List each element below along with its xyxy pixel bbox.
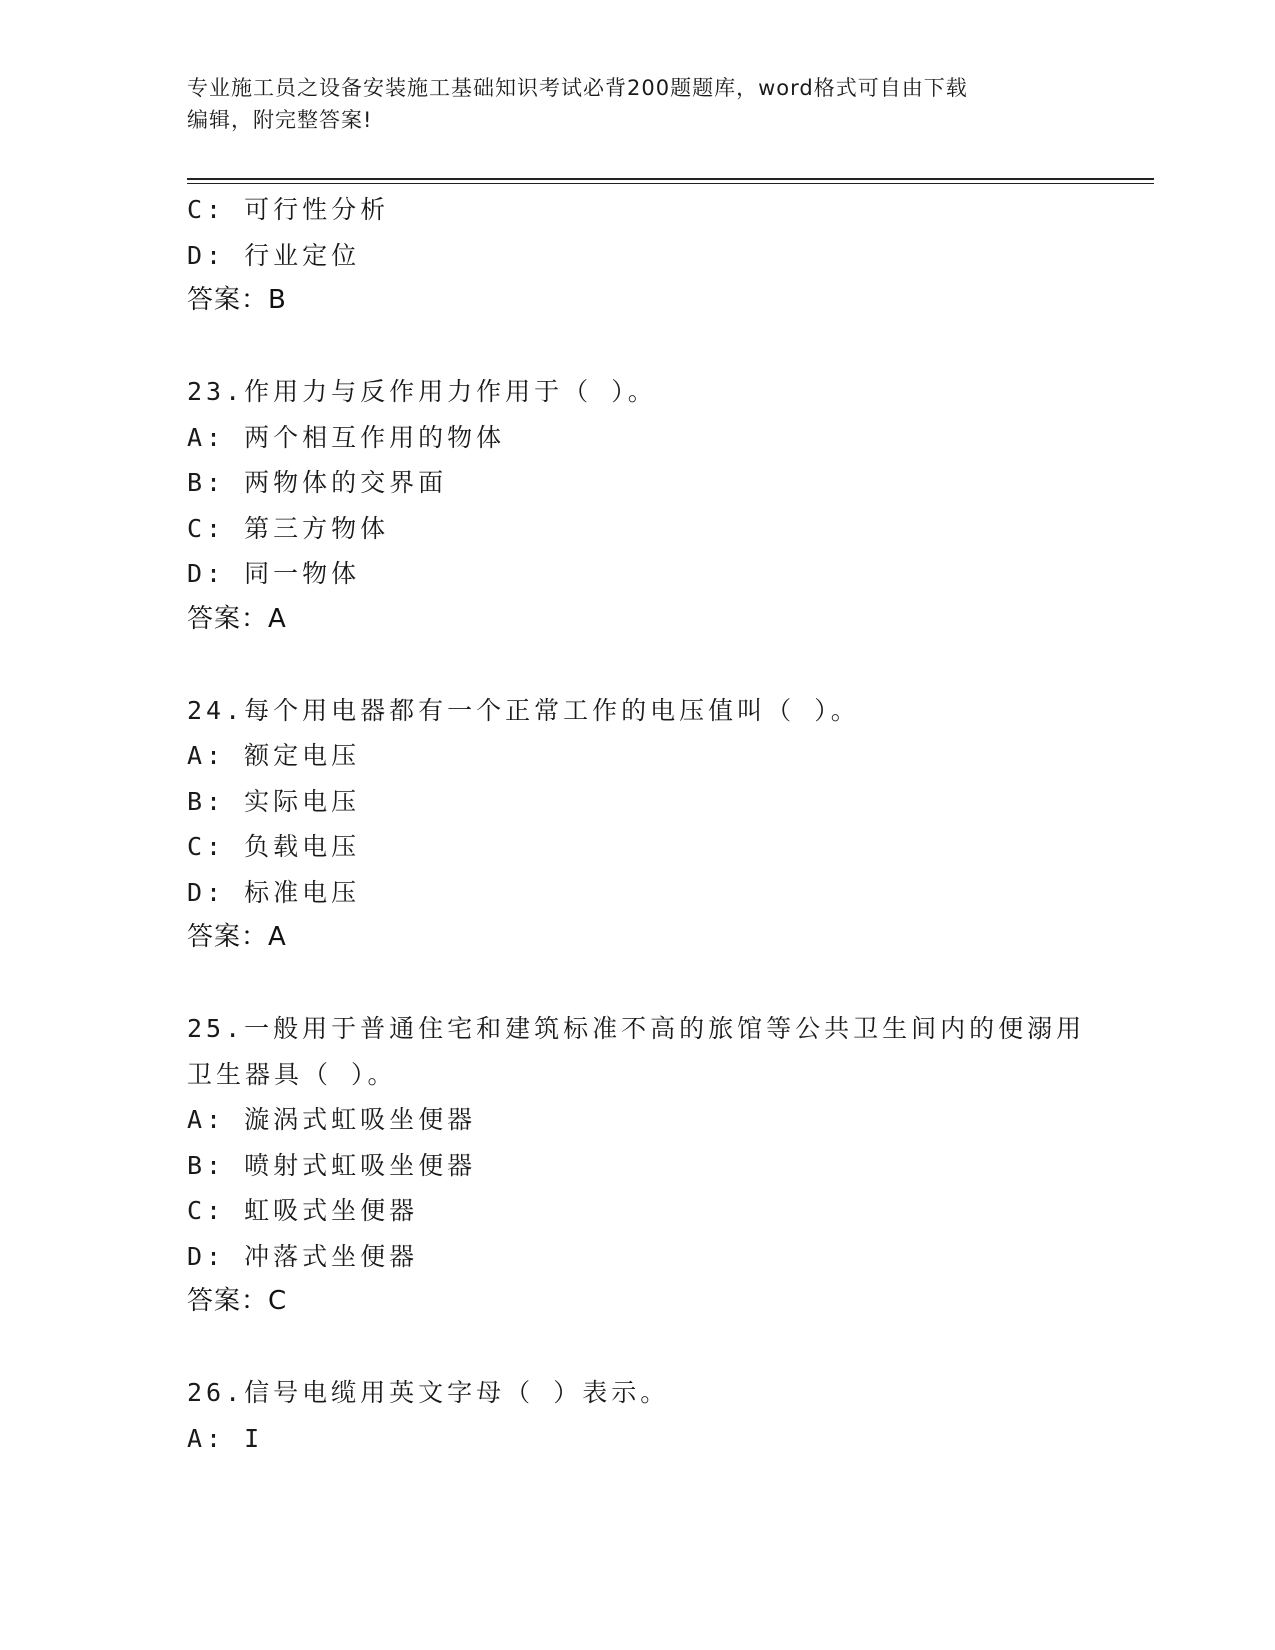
answer-line: 答案：A xyxy=(187,922,287,952)
option-c: C: 第三方物体 xyxy=(187,513,390,543)
spacer xyxy=(187,324,1087,370)
option-b: B: 两物体的交界面 xyxy=(187,468,448,497)
question-block-22-tail xyxy=(187,187,1087,324)
option-d: D: 同一物体 xyxy=(187,559,361,588)
option-d: D: 行业定位 xyxy=(187,240,361,270)
header-title-line-2: 编辑，附完整答案! xyxy=(187,108,373,132)
question-block-23 xyxy=(187,369,1087,642)
header-divider-thick xyxy=(187,178,1154,180)
option-a: A: 漩涡式虹吸坐便器 xyxy=(187,1105,477,1134)
option-c: C: 可行性分析 xyxy=(187,195,390,224)
option-c: C: 虹吸式坐便器 xyxy=(187,1196,419,1225)
spacer xyxy=(187,961,1087,1007)
option-d: D: 标准电压 xyxy=(187,877,361,907)
question-text-line-2: 卫生器具（ ）。 xyxy=(187,1059,397,1089)
option-b: B: 喷射式虹吸坐便器 xyxy=(187,1150,477,1180)
answer-line: 答案：A xyxy=(187,603,287,634)
header-title-line-1: 专业施工员之设备安装施工基础知识考试必背200题题库，word格式可自由下载 xyxy=(187,76,968,100)
question-text: 26.信号电缆用英文字母（ ）表示。 xyxy=(187,1378,670,1407)
spacer xyxy=(187,642,1087,688)
option-a: A: 额定电压 xyxy=(187,741,361,770)
document-header xyxy=(187,72,1067,136)
question-text-line-1: 25.一般用于普通住宅和建筑标准不高的旅馆等公共卫生间内的便溺用 xyxy=(187,1014,1086,1043)
question-text: 24.每个用电器都有一个正常工作的电压值叫（ ）。 xyxy=(187,695,860,725)
question-block-26 xyxy=(187,1370,1087,1461)
question-list xyxy=(187,187,1087,1461)
header-divider-thin xyxy=(187,183,1154,184)
option-b: B: 实际电压 xyxy=(187,786,361,816)
question-block-25 xyxy=(187,1006,1087,1325)
question-block-24 xyxy=(187,688,1087,961)
answer-line: 答案：C xyxy=(187,1286,288,1316)
option-a: A: 两个相互作用的物体 xyxy=(187,422,506,452)
spacer xyxy=(187,1325,1087,1371)
option-d: D: 冲落式坐便器 xyxy=(187,1241,419,1271)
answer-line: 答案：B xyxy=(187,285,287,315)
option-c: C: 负载电压 xyxy=(187,832,361,861)
question-text: 23.作用力与反作用力作用于（ ）。 xyxy=(187,377,657,406)
option-a: A: I xyxy=(187,1423,264,1453)
